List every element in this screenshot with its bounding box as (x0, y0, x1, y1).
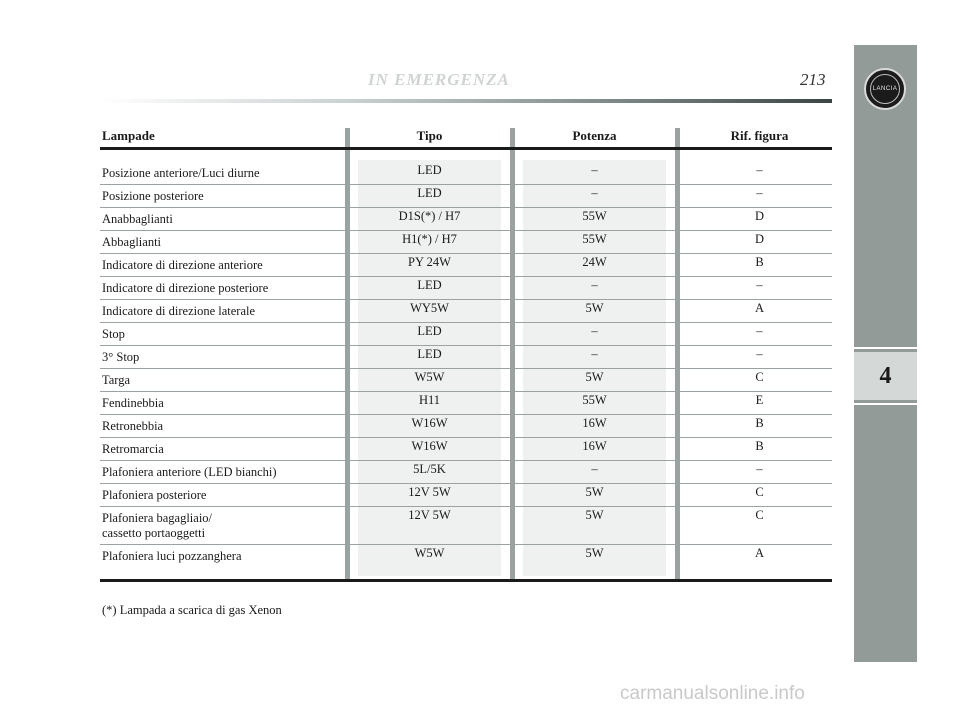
section-title: IN EMERGENZA (368, 70, 510, 89)
row-divider (100, 345, 832, 346)
cell-lampada: Indicatore di direzione posteriore (102, 281, 269, 295)
cell-rif: – (756, 347, 763, 361)
row-divider (100, 483, 832, 484)
cell-potenza: – (591, 324, 598, 338)
watermark: carmanualsonline.info (620, 683, 805, 704)
cell-tipo: H1(*) / H7 (402, 232, 457, 246)
cell-rif: B (755, 255, 764, 269)
cell-tipo: LED (417, 347, 442, 361)
chapter-sidebar (854, 45, 917, 662)
cell-lampada: Indicatore di direzione laterale (102, 304, 256, 318)
row-divider (100, 391, 832, 392)
cell-rif: B (755, 416, 764, 430)
cell-potenza: – (591, 347, 598, 361)
cell-potenza: 5W (585, 508, 604, 522)
row-divider (100, 368, 832, 369)
row-divider (100, 414, 832, 415)
cell-lampada: Plafoniera bagagliaio/ cassetto portaoggetti (102, 511, 213, 540)
row-divider (100, 299, 832, 300)
cell-lampada: Abbaglianti (102, 235, 162, 249)
cell-lampada: Plafoniera posteriore (102, 488, 207, 502)
cell-lampada: Posizione posteriore (102, 189, 204, 203)
header-rule (100, 147, 832, 150)
lancia-logo-icon (864, 68, 906, 110)
cell-tipo: D1S(*) / H7 (398, 209, 461, 223)
row-divider (100, 544, 832, 545)
cell-rif: – (756, 163, 763, 177)
sidebar-divider (854, 403, 917, 405)
header-potenza: Potenza (572, 128, 617, 143)
cell-potenza: 24W (582, 255, 607, 269)
cell-potenza: – (591, 163, 598, 177)
cell-rif: – (756, 186, 763, 200)
row-divider (100, 207, 832, 208)
table-bottom-rule (100, 579, 832, 582)
row-divider (100, 460, 832, 461)
cell-tipo: W5W (414, 546, 445, 560)
header-rule (100, 99, 832, 103)
cell-rif: C (755, 370, 764, 384)
cell-tipo: 12V 5W (408, 485, 451, 499)
cell-lampada: Stop (102, 327, 125, 341)
cell-rif: A (754, 301, 765, 315)
cell-rif: D (754, 232, 765, 246)
cell-tipo: LED (417, 278, 442, 292)
footnote: (*) Lampada a scarica di gas Xenon (102, 603, 282, 617)
page-number: 213 (800, 70, 826, 89)
cell-lampada: Retromarcia (102, 442, 164, 456)
cell-rif: B (755, 439, 764, 453)
cell-potenza: 5W (585, 546, 604, 560)
cell-potenza: 16W (582, 416, 607, 430)
cell-tipo: LED (417, 163, 442, 177)
cell-lampada: Anabbaglianti (102, 212, 173, 226)
cell-tipo: WY5W (410, 301, 449, 315)
header-lampade: Lampade (102, 128, 155, 143)
header-rif-figura: Rif. figura (730, 128, 789, 143)
cell-potenza: 55W (582, 393, 607, 407)
cell-rif: – (756, 278, 763, 292)
header-tipo: Tipo (416, 128, 443, 143)
cell-lampada: 3° Stop (102, 350, 140, 364)
cell-rif: C (755, 508, 764, 522)
column-separator (510, 128, 515, 582)
cell-lampada: Targa (102, 373, 131, 387)
cell-lampada: Indicatore di direzione anteriore (102, 258, 263, 272)
row-divider (100, 322, 832, 323)
cell-tipo: PY 24W (408, 255, 451, 269)
chapter-tab[interactable]: 4 (854, 352, 917, 400)
logo-text: LANCIA (870, 74, 900, 104)
cell-tipo: H11 (418, 393, 441, 407)
cell-rif: – (756, 324, 763, 338)
row-divider (100, 437, 832, 438)
row-divider (100, 276, 832, 277)
cell-potenza: 5W (585, 370, 604, 384)
cell-lampada: Retronebbia (102, 419, 164, 433)
cell-rif: – (756, 462, 763, 476)
cell-potenza: 16W (582, 439, 607, 453)
cell-tipo: LED (417, 324, 442, 338)
cell-rif: E (755, 393, 764, 407)
cell-potenza: – (591, 186, 598, 200)
row-divider (100, 506, 832, 507)
cell-tipo: LED (417, 186, 442, 200)
cell-lampada: Fendinebbia (102, 396, 164, 410)
row-divider (100, 230, 832, 231)
cell-potenza: 55W (582, 232, 607, 246)
row-divider (100, 184, 832, 185)
cell-tipo: 5L/5K (413, 462, 446, 476)
sidebar-divider (854, 347, 917, 349)
cell-tipo: 12V 5W (408, 508, 451, 522)
cell-potenza: 5W (585, 485, 604, 499)
cell-tipo: W5W (414, 370, 445, 384)
cell-lampada: Plafoniera luci pozzanghera (102, 549, 242, 563)
cell-lampada: Posizione anteriore/Luci diurne (102, 166, 260, 180)
cell-potenza: 55W (582, 209, 607, 223)
row-divider (100, 253, 832, 254)
cell-lampada: Plafoniera anteriore (LED bianchi) (102, 465, 277, 479)
cell-rif: C (755, 485, 764, 499)
cell-rif: D (754, 209, 765, 223)
cell-potenza: – (591, 462, 598, 476)
cell-potenza: – (591, 278, 598, 292)
cell-potenza: 5W (585, 301, 604, 315)
column-separator (675, 128, 680, 582)
cell-tipo: W16W (411, 416, 448, 430)
cell-rif: A (754, 546, 765, 560)
cell-tipo: W16W (411, 439, 448, 453)
